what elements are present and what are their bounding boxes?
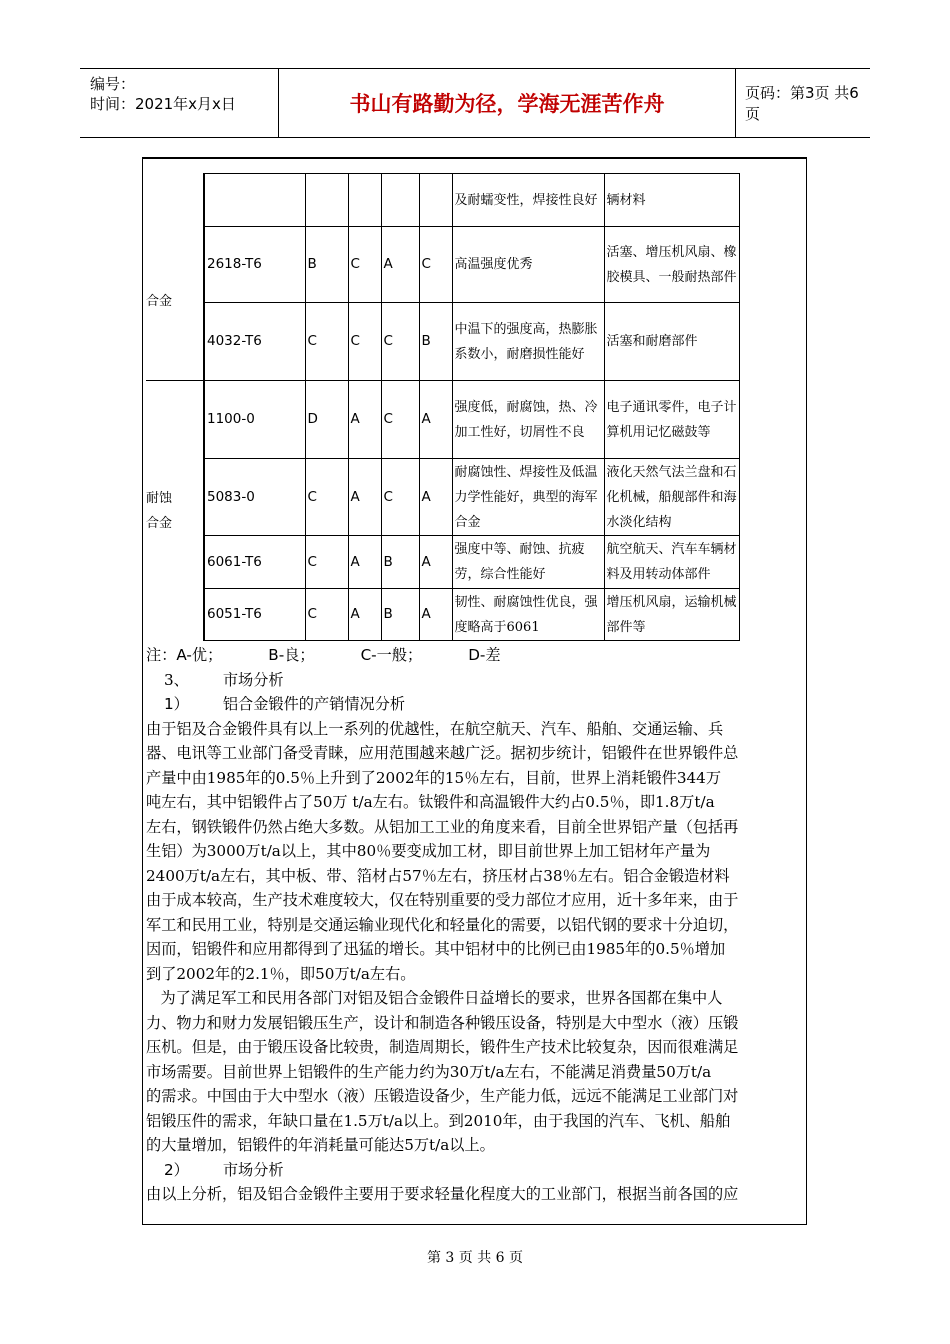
page-header bbox=[80, 68, 870, 138]
header-meta bbox=[80, 69, 279, 137]
property-cell: 高温强度优秀 bbox=[452, 227, 604, 303]
header-motto-cell bbox=[279, 69, 736, 137]
grade-cell: C bbox=[348, 303, 381, 381]
paragraph-line: 生铝）为3000万t/a以上，其中80％要变成加工材，即目前世界上加工铝材年产量为 bbox=[146, 842, 711, 860]
section-number: 3、 bbox=[164, 670, 189, 689]
usage-cell: 活塞和耐磨部件 bbox=[604, 303, 739, 381]
note-item: A-优； bbox=[176, 646, 223, 664]
grade-cell bbox=[381, 174, 419, 227]
grade-cell: B bbox=[419, 303, 452, 381]
grade-cell bbox=[348, 174, 381, 227]
paragraph-line: 市场需要。目前世界上铝锻件的生产能力约为30万t/a左右，不能满足消费量50万t/a bbox=[146, 1062, 712, 1081]
alloy-code-cell: 6051-T6 bbox=[204, 589, 305, 641]
header-motto: 书山有路勤为径，学海无涯苦作舟 bbox=[349, 92, 665, 116]
table-row bbox=[146, 459, 739, 536]
paragraph-line: 为了满足军工和民用各部门对铝及铝合金锻件日益增长的要求，世界各国都在集中人 bbox=[146, 989, 723, 1007]
usage-cell: 辆材料 bbox=[604, 174, 739, 227]
subsection-number: 1） bbox=[164, 695, 189, 713]
paragraph-capacity bbox=[146, 986, 806, 1158]
grade-cell: A bbox=[348, 536, 381, 589]
section-title: 市场分析 bbox=[222, 670, 284, 689]
paragraph-line: 铝锻压件的需求，年缺口量在1.5万t/a以上。到2010年，由于我国的汽车、飞机、船舶 bbox=[146, 1111, 731, 1130]
paragraph-line: 压机。但是，由于锻压设备比较贵，制造周期长，锻件生产技术比较复杂，因而很难满足 bbox=[146, 1038, 739, 1056]
grade-cell: A bbox=[419, 459, 452, 536]
grade-cell: A bbox=[348, 459, 381, 536]
grade-cell bbox=[305, 174, 348, 227]
header-page-label: 页码：第3页 共6页 bbox=[745, 84, 859, 123]
grade-cell: C bbox=[348, 227, 381, 303]
alloy-table bbox=[146, 173, 740, 641]
grade-cell bbox=[419, 174, 452, 227]
property-cell: 强度中等、耐蚀、抗疲劳，综合性能好 bbox=[452, 536, 604, 589]
document-time-label: 时间：2021年x月x日 bbox=[90, 95, 236, 113]
paragraph-line: 器、电讯等工业部门备受青睐，应用范围越来越广泛。据初步统计，铝锻件在世界锻件总 bbox=[146, 744, 739, 762]
property-cell: 耐腐蚀性、焊接性及低温力学性能好，典型的海军合金 bbox=[452, 459, 604, 536]
table-row bbox=[146, 303, 739, 381]
grade-cell: B bbox=[381, 589, 419, 641]
grade-cell: C bbox=[381, 459, 419, 536]
note-item: D-差 bbox=[468, 646, 501, 664]
grade-cell: C bbox=[381, 303, 419, 381]
paragraph-line: 军工和民用工业，特别是交通运输业现代化和轻量化的需要，以铝代钢的要求十分迫切， bbox=[146, 915, 739, 934]
subsection-heading bbox=[146, 692, 806, 717]
table-row bbox=[146, 227, 739, 303]
grade-cell: C bbox=[305, 589, 348, 641]
alloy-code-cell: 6061-T6 bbox=[204, 536, 305, 589]
usage-cell: 电子通讯零件，电子计算机用记忆磁鼓等 bbox=[604, 381, 739, 459]
paragraph-line: 因而，铝锻件和应用都得到了迅猛的增长。其中铝材中的比例已由1985年的0.5％增加 bbox=[146, 940, 726, 958]
category-cell-heat bbox=[146, 174, 204, 381]
alloy-code-cell: 2618-T6 bbox=[204, 227, 305, 303]
note-prefix: 注： bbox=[146, 646, 177, 664]
paragraph-line: 2400万t/a左右，其中板、带、箔材占57％左右，挤压材占38％左右。铝合金锻造材料 bbox=[146, 866, 730, 885]
grade-cell: A bbox=[419, 381, 452, 459]
paragraph-line: 由以上分析，铝及铝合金锻件主要用于要求轻量化程度大的工业部门，根据当前各国的应 bbox=[146, 1185, 739, 1203]
grade-cell: D bbox=[305, 381, 348, 459]
grade-cell: A bbox=[419, 536, 452, 589]
alloy-code-cell: 5083-0 bbox=[204, 459, 305, 536]
header-page-cell bbox=[736, 69, 870, 137]
paragraph-line: 由于成本较高，生产技术难度较大，仅在特别重要的受力部位才应用，近十多年来，由于 bbox=[146, 891, 739, 909]
paragraph-line: 左右，钢铁锻件仍然占绝大多数。从铝加工工业的角度来看，目前全世界铝产量（包括再 bbox=[146, 817, 739, 836]
usage-cell: 增压机风扇，运输机械部件等 bbox=[604, 589, 739, 641]
paragraph-line: 吨左右，其中铝锻件占了50万 t/a左右。钛锻件和高温锻件大约占0.5％，即1.8万t/a bbox=[146, 793, 715, 811]
property-cell: 强度低，耐腐蚀，热、冷加工性好，切屑性不良 bbox=[452, 381, 604, 459]
table-row bbox=[146, 536, 739, 589]
table-row bbox=[146, 381, 739, 459]
grade-cell: C bbox=[305, 536, 348, 589]
paragraph-line: 产量中由1985年的0.5％上升到了2002年的15％左右，目前，世界上消耗锻件344万 bbox=[146, 768, 722, 787]
property-cell: 韧性、耐腐蚀性优良，强度略高于6061 bbox=[452, 589, 604, 641]
subsection-title: 铝合金锻件的产销情况分析 bbox=[222, 695, 406, 713]
note-item: B-良； bbox=[268, 646, 315, 664]
document-number-label: 编号： bbox=[90, 75, 136, 93]
grade-note bbox=[146, 643, 806, 668]
alloy-code-cell: 4032-T6 bbox=[204, 303, 305, 381]
section-heading bbox=[146, 668, 806, 693]
note-item: C-一般； bbox=[360, 646, 423, 664]
alloy-code-cell bbox=[204, 174, 305, 227]
usage-cell: 活塞、增压机风扇、橡胶模具、一般耐热部件 bbox=[604, 227, 739, 303]
category-label: 耐蚀合金 bbox=[146, 490, 173, 531]
grade-cell: A bbox=[419, 589, 452, 641]
property-cell: 及耐蠕变性，焊接性良好 bbox=[452, 174, 604, 227]
table-row bbox=[146, 174, 739, 227]
grade-cell: C bbox=[419, 227, 452, 303]
page-footer: 第 3 页 共 6 页 bbox=[426, 1250, 524, 1266]
category-cell-corrosion bbox=[146, 381, 204, 641]
subsection-number: 2） bbox=[164, 1160, 189, 1179]
body-text bbox=[146, 643, 806, 1207]
alloy-code-cell: 1100-0 bbox=[204, 381, 305, 459]
paragraph-line: 由于铝及合金锻件具有以上一系列的优越性，在航空航天、汽车、船舶、交通运输、兵 bbox=[146, 719, 724, 738]
property-cell: 中温下的强度高，热膨胀系数小，耐磨损性能好 bbox=[452, 303, 604, 381]
paragraph-production bbox=[146, 717, 806, 987]
usage-cell: 液化天然气法兰盘和石化机械，船舰部件和海水淡化结构 bbox=[604, 459, 739, 536]
grade-cell: A bbox=[348, 381, 381, 459]
grade-cell: B bbox=[381, 536, 419, 589]
paragraph-line: 的大量增加，铝锻件的年消耗量可能达5万t/a以上。 bbox=[146, 1136, 495, 1154]
grade-cell: B bbox=[305, 227, 348, 303]
usage-cell: 航空航天、汽车车辆材料及用转动体部件 bbox=[604, 536, 739, 589]
paragraph-line: 力、物力和财力发展铝锻压生产，设计和制造各种锻压设备，特别是大中型水（液）压锻 bbox=[146, 1013, 739, 1032]
subsection-title: 市场分析 bbox=[222, 1160, 284, 1179]
subsection-heading bbox=[146, 1158, 806, 1183]
grade-cell: C bbox=[305, 303, 348, 381]
paragraph-line: 到了2002年的2.1％，即50万t/a左右。 bbox=[146, 964, 416, 983]
grade-cell: C bbox=[305, 459, 348, 536]
grade-cell: A bbox=[381, 227, 419, 303]
paragraph-line: 的需求。中国由于大中型水（液）压锻造设备少，生产能力低，远远不能满足工业部门对 bbox=[146, 1087, 739, 1105]
grade-cell: A bbox=[348, 589, 381, 641]
table-row bbox=[146, 589, 739, 641]
grade-cell: C bbox=[381, 381, 419, 459]
category-label: 合金 bbox=[146, 294, 173, 310]
